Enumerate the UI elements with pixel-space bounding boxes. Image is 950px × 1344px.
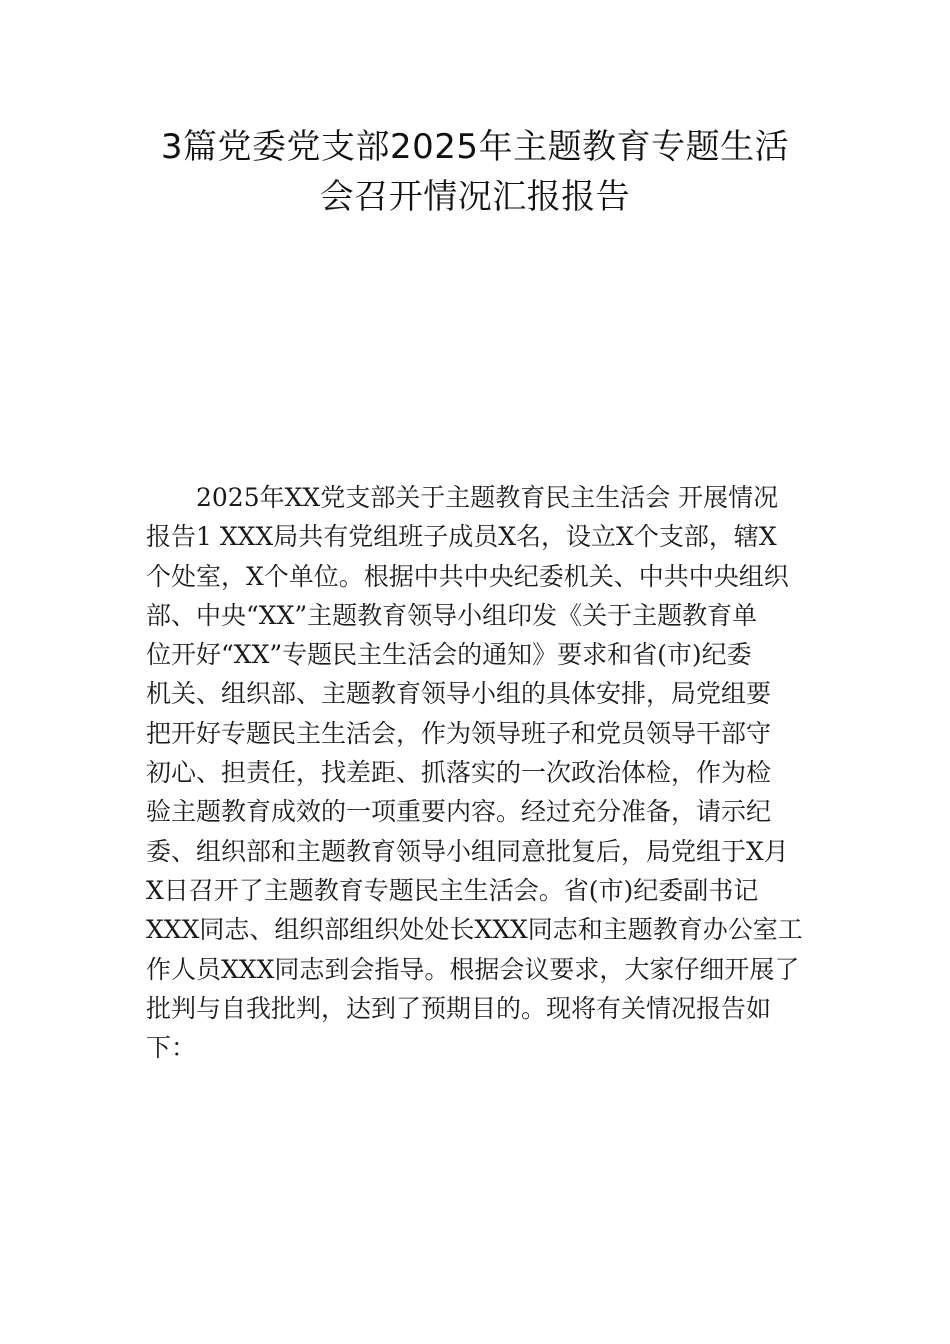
body-line: 下： <box>146 1033 197 1063</box>
body-line: 批判与自我批判，达到了预期目的。现将有关情况报告如 <box>146 993 772 1023</box>
document-title <box>120 122 830 222</box>
body-line: 作人员XXX同志到会指导。根据会议要求，大家仔细开展了 <box>146 954 800 984</box>
body-line: 部、中央“XX”主题教育领导小组印发《关于主题教育单 <box>146 600 758 630</box>
body-line: 个处室，X个单位。根据中共中央纪委机关、中共中央组织 <box>146 561 789 591</box>
body-line: X日召开了主题教育专题民主生活会。省(市)纪委副书记 <box>146 875 759 905</box>
body-line: 机关、组织部、主题教育领导小组的具体安排，局党组要 <box>146 679 772 709</box>
body-line: 2025年XX党支部关于主题教育民主生活会 开展情况 <box>196 483 779 512</box>
body-paragraph <box>146 478 810 1067</box>
title-line: 3篇党委党支部2025年主题教育专题生活 <box>160 127 790 167</box>
title-line: 会召开情况汇报报告 <box>319 177 631 217</box>
body-line: 把开好专题民主生活会，作为领导班子和党员领导干部守 <box>146 718 772 748</box>
body-line: 位开好“XX”专题民主生活会的通知》要求和省(市)纪委 <box>146 640 752 670</box>
body-line: 委、组织部和主题教育领导小组同意批复后，局党组于X月 <box>146 836 789 866</box>
body-line: XXX同志、组织部组织处处长XXX同志和主题教育办公室工 <box>146 915 803 945</box>
body-line: 初心、担责任，找差距、抓落实的一次政治体检，作为检 <box>146 758 772 788</box>
body-line: 验主题教育成效的一项重要内容。经过充分准备，请示纪 <box>146 797 772 827</box>
body-line: 报告1 XXX局共有党组班子成员X名，设立X个支部，辖X <box>146 522 777 552</box>
